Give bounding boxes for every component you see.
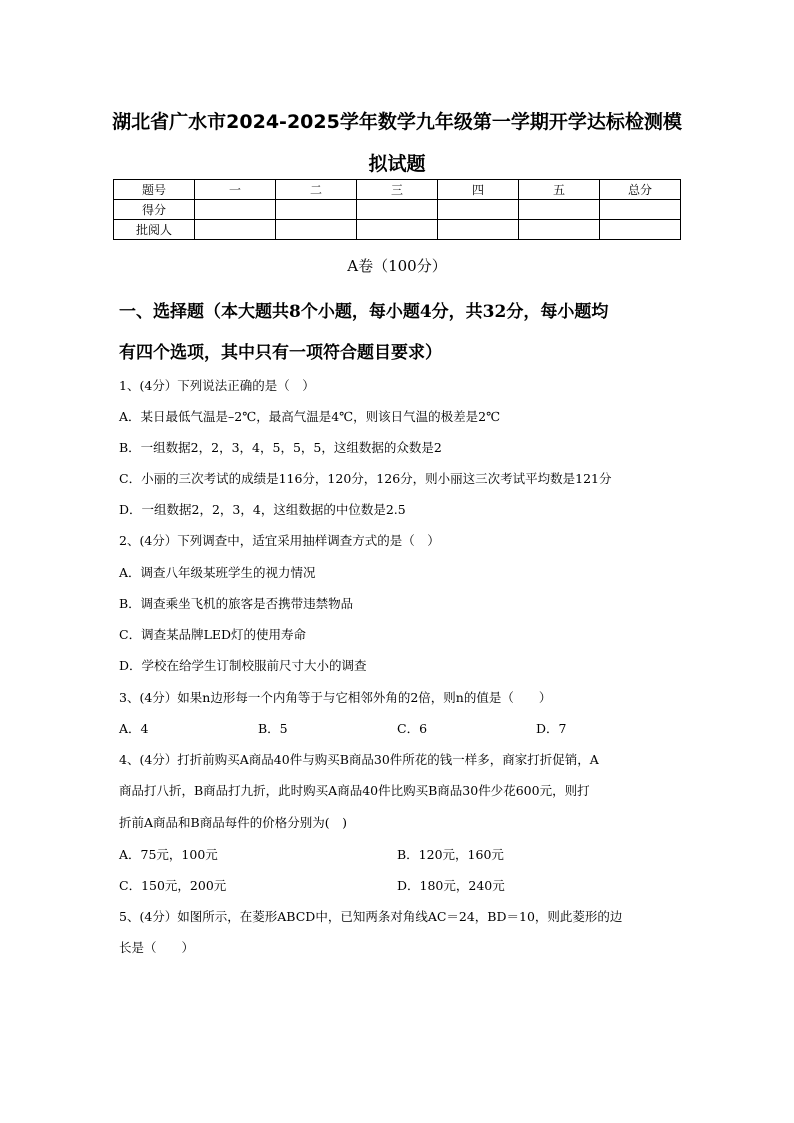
score-header-cell: 三 bbox=[357, 180, 438, 200]
q4-stem-line1: 4、(4分）打折前购买A商品40件与购买B商品30件所花的钱一样多，商家打折促销，A bbox=[119, 752, 599, 767]
q2-option-d: D．学校在给学生订制校服前尺寸大小的调查 bbox=[119, 658, 367, 673]
q4-option-a: A．75元，100元 bbox=[119, 847, 218, 862]
q4-option-c: C．150元，200元 bbox=[119, 878, 227, 893]
q1-option-b: B．一组数据2，2，3，4，5，5，5，这组数据的众数是2 bbox=[119, 440, 442, 455]
score-cell[interactable] bbox=[195, 220, 276, 240]
section-a-heading: A卷（100分） bbox=[347, 257, 447, 275]
score-cell[interactable] bbox=[519, 200, 600, 220]
q4-option-b: B．120元，160元 bbox=[397, 847, 504, 862]
q1-option-d: D．一组数据2，2，3，4，这组数据的中位数是2.5 bbox=[119, 502, 406, 517]
score-row-label: 批阅人 bbox=[114, 220, 195, 240]
section1-heading-line2: 有四个选项，其中只有一项符合题目要求） bbox=[119, 343, 442, 363]
score-cell[interactable] bbox=[438, 200, 519, 220]
score-cell[interactable] bbox=[600, 220, 681, 240]
score-header-cell: 一 bbox=[195, 180, 276, 200]
score-cell[interactable] bbox=[438, 220, 519, 240]
score-header-cell: 五 bbox=[519, 180, 600, 200]
q4-option-d: D．180元，240元 bbox=[397, 878, 505, 893]
score-table-header-row bbox=[114, 180, 681, 200]
q2-stem: 2、(4分）下列调查中，适宜采用抽样调查方式的是（ ） bbox=[119, 533, 440, 548]
q2-option-c: C．调查某品牌LED灯的使用寿命 bbox=[119, 627, 307, 642]
q1-option-a: A．某日最低气温是–2℃，最高气温是4℃，则该日气温的极差是2℃ bbox=[119, 409, 501, 424]
score-header-cell: 题号 bbox=[114, 180, 195, 200]
q2-option-b: B．调查乘坐飞机的旅客是否携带违禁物品 bbox=[119, 596, 354, 611]
score-table bbox=[113, 179, 681, 240]
q3-stem: 3、(4分）如果n边形每一个内角等于与它相邻外角的2倍，则n的值是（ ） bbox=[119, 690, 552, 705]
q3-option-d: D．7 bbox=[536, 721, 567, 736]
q3-option-a: A．4 bbox=[119, 721, 149, 736]
score-cell[interactable] bbox=[600, 200, 681, 220]
score-cell[interactable] bbox=[357, 220, 438, 240]
q5-stem-line1: 5、(4分）如图所示，在菱形ABCD中，已知两条对角线AC＝24，BD＝10，则此菱形的边 bbox=[119, 909, 623, 924]
q1-option-c: C．小丽的三次考试的成绩是116分，120分，126分，则小丽这三次考试平均数是121分 bbox=[119, 471, 612, 486]
score-cell[interactable] bbox=[357, 200, 438, 220]
score-header-cell: 二 bbox=[276, 180, 357, 200]
q2-option-a: A．调查八年级某班学生的视力情况 bbox=[119, 565, 316, 580]
score-row-label: 得分 bbox=[114, 200, 195, 220]
exam-title-line2: 拟试题 bbox=[368, 153, 426, 175]
score-cell[interactable] bbox=[519, 220, 600, 240]
score-header-cell: 总分 bbox=[600, 180, 681, 200]
exam-title-line1: 湖北省广水市2024-2025学年数学九年级第一学期开学达标检测模 bbox=[112, 111, 682, 133]
score-cell[interactable] bbox=[195, 200, 276, 220]
score-cell[interactable] bbox=[276, 220, 357, 240]
section1-heading-line1: 一、选择题（本大题共8个小题，每小题4分，共32分，每小题均 bbox=[119, 302, 609, 322]
score-cell[interactable] bbox=[276, 200, 357, 220]
q3-option-b: B．5 bbox=[258, 721, 288, 736]
score-header-cell: 四 bbox=[438, 180, 519, 200]
q3-option-c: C．6 bbox=[397, 721, 428, 736]
q4-stem-line3: 折前A商品和B商品每件的价格分别为( ) bbox=[119, 815, 347, 830]
score-table-row bbox=[114, 200, 681, 220]
q5-stem-line2: 长是（ ） bbox=[119, 940, 195, 955]
q1-stem: 1、(4分）下列说法正确的是（ ） bbox=[119, 378, 315, 393]
q4-stem-line2: 商品打八折，B商品打九折，此时购买A商品40件比购买B商品30件少花600元，则打 bbox=[119, 783, 590, 798]
score-table-row bbox=[114, 220, 681, 240]
